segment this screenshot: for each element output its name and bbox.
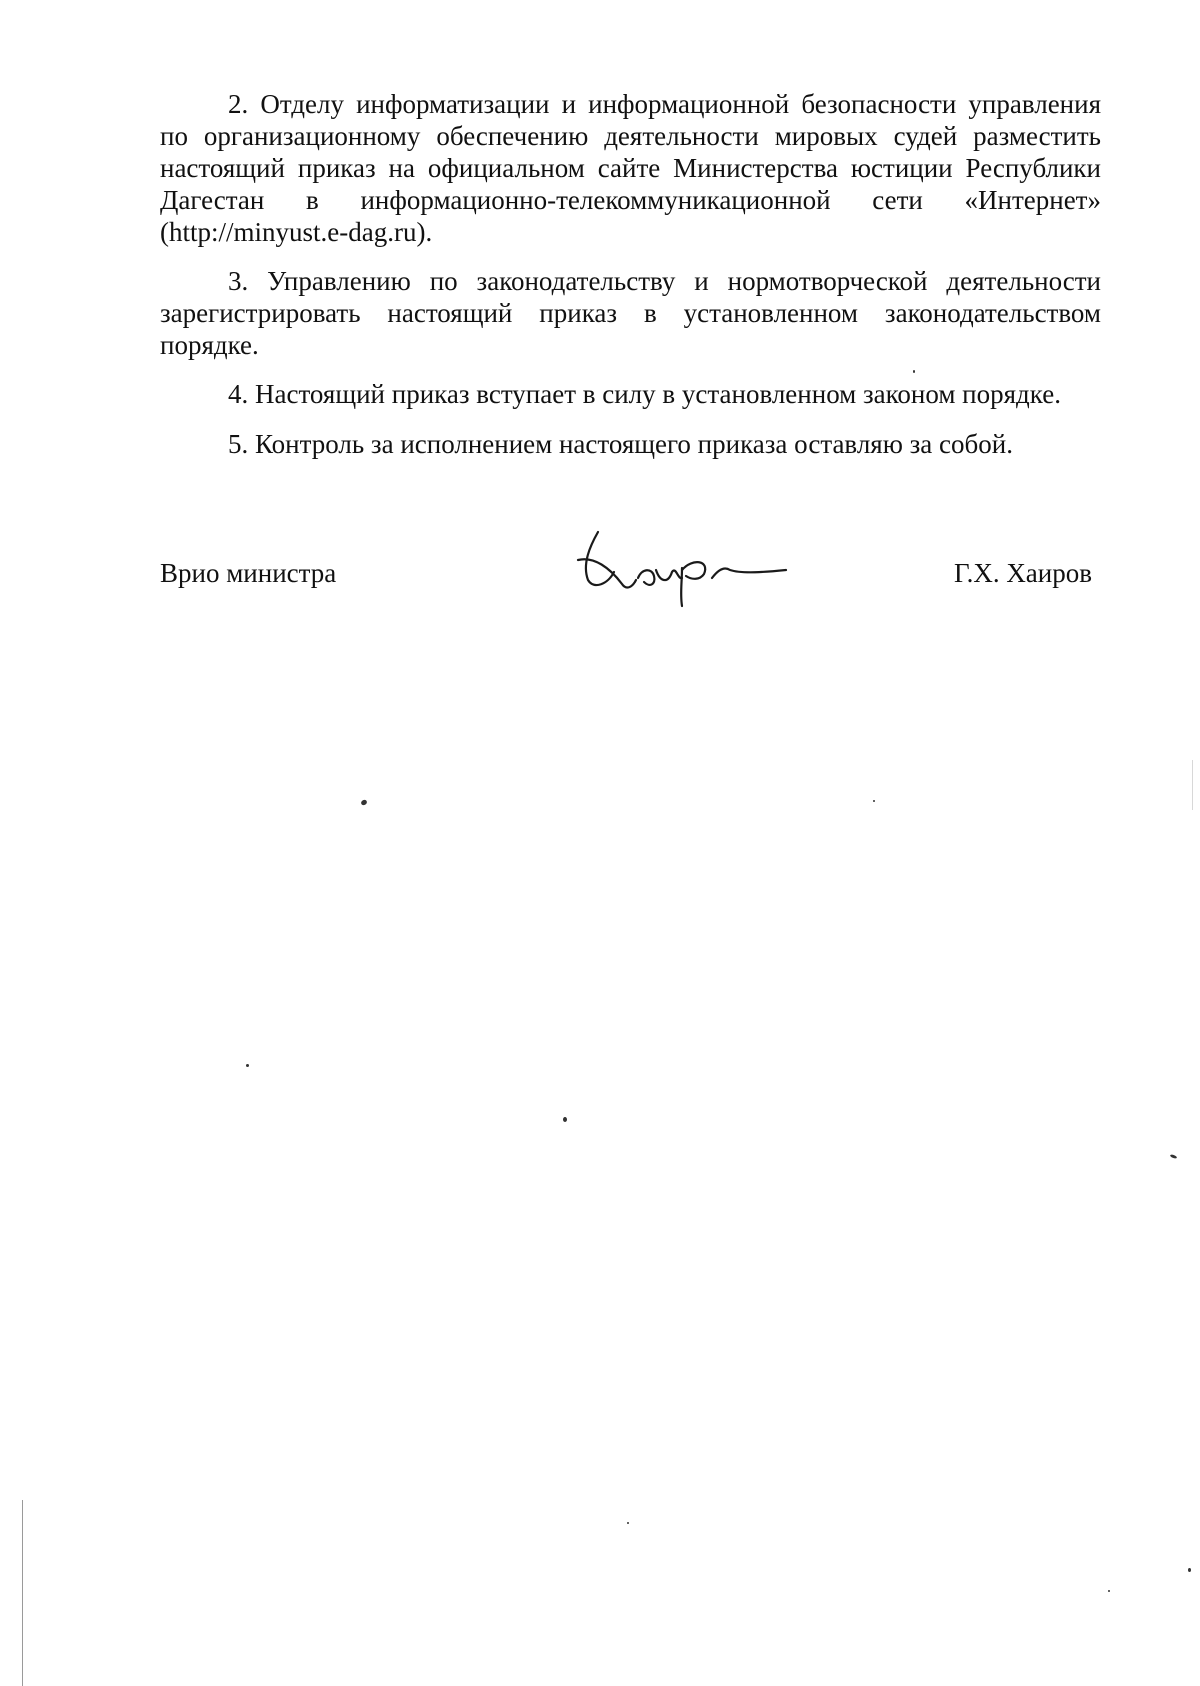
- paragraph-3: 3. Управлению по законодательству и нормотворческой деятельности зарегистрировать настоящий приказ в установленном законодательством порядке.: [160, 266, 1101, 360]
- signer-name: Г.Х. Хаиров: [954, 558, 1092, 588]
- scan-speck: [913, 370, 915, 373]
- paragraph-5: 5. Контроль за исполнением настоящего приказа оставляю за собой.: [228, 429, 1013, 459]
- scan-speck: [627, 1522, 629, 1524]
- signer-position-title: Врио министра: [160, 558, 337, 588]
- scan-speck: [873, 800, 875, 802]
- paragraph-4: 4. Настоящий приказ вступает в силу в установленном законом порядке.: [228, 379, 1061, 409]
- scan-edge-line: [22, 1500, 23, 1686]
- scan-speck: [563, 1117, 567, 1122]
- scan-speck: [1108, 1590, 1110, 1592]
- scan-edge-line: [1192, 760, 1193, 810]
- scan-speck: [360, 799, 368, 806]
- scan-speck: [1188, 1568, 1191, 1572]
- handwritten-signature: [560, 520, 800, 610]
- scan-speck: [246, 1064, 249, 1067]
- scan-speck: [1170, 1154, 1178, 1159]
- paragraph-2: 2. Отделу информатизации и информационной безопасности управления по организационному обеспечению деятельности мировых судей разместить настоящий приказ на официальном сайте Министерства юстиции Республики Дагестан в информационно-телекоммуникационной сети «Интернет» (http://minyust.e-dag.ru).: [160, 89, 1101, 247]
